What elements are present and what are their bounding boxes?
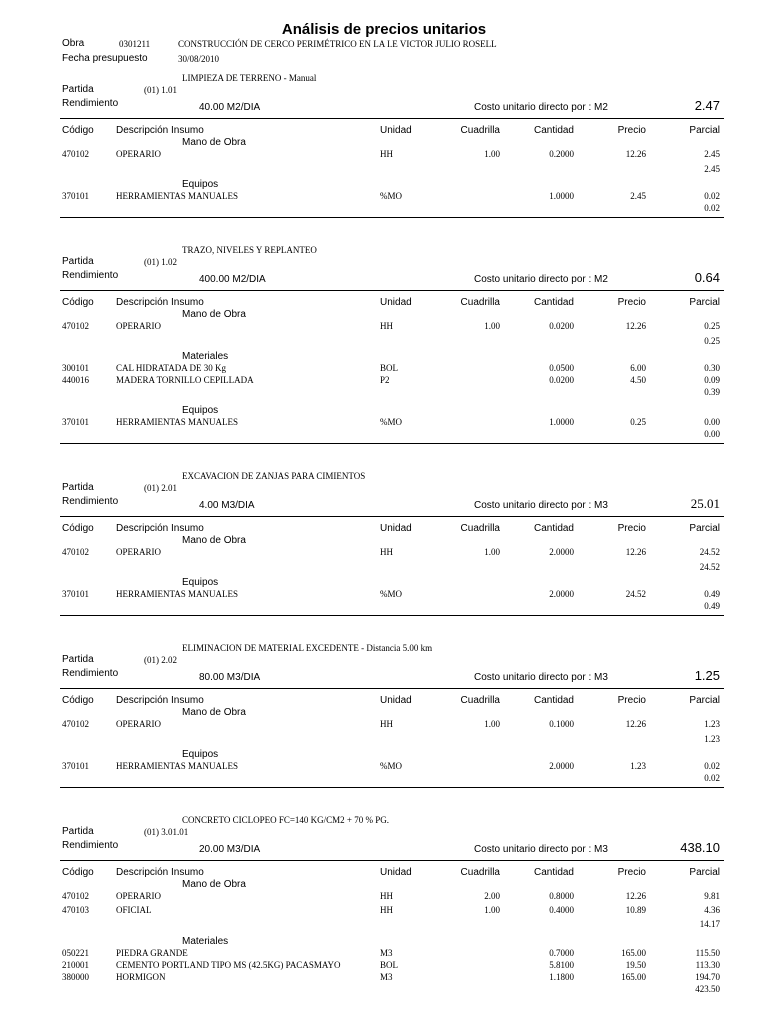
- col-descripcion: Descripción Insumo: [116, 695, 204, 706]
- row-precio: 12.26: [625, 149, 646, 159]
- rendimiento-value: 40.00 M2/DIA: [199, 102, 261, 113]
- row-parcial: 4.36: [704, 905, 720, 915]
- group-title: Mano de Obra: [182, 879, 246, 890]
- row-cantidad: 2.0000: [549, 547, 574, 557]
- row-parcial: 115.50: [695, 948, 720, 958]
- row-description: MADERA TORNILLO CEPILLADA: [116, 375, 254, 385]
- section-divider: [60, 615, 724, 616]
- col-codigo: Código: [62, 867, 94, 878]
- row-unit: BOL: [380, 363, 398, 373]
- row-precio: 19.50: [625, 960, 646, 970]
- row-cuadrilla: 1.00: [484, 547, 500, 557]
- row-unit: %MO: [380, 589, 402, 599]
- row-cantidad: 0.8000: [549, 891, 574, 901]
- group-title: Materiales: [182, 351, 229, 362]
- row-precio: 4.50: [630, 375, 646, 385]
- unit-cost-label: Costo unitario directo por : M3: [474, 844, 608, 855]
- partida-code: (01) 2.02: [144, 655, 177, 665]
- row-parcial: 0.02: [704, 191, 720, 201]
- partida-code: (01) 1.02: [144, 257, 177, 267]
- row-code: 370101: [62, 191, 89, 201]
- row-precio: 24.52: [625, 589, 646, 599]
- unit-cost-value: 2.47: [694, 98, 720, 113]
- section-divider: [60, 443, 724, 444]
- col-codigo: Código: [62, 523, 94, 534]
- section-name: ELIMINACION DE MATERIAL EXCEDENTE - Distancia 5.00 km: [182, 643, 433, 653]
- row-cuadrilla: 1.00: [484, 905, 500, 915]
- partida-label: Partida: [62, 826, 94, 837]
- col-precio: Precio: [617, 125, 646, 136]
- row-description: OPERARIO: [116, 547, 162, 557]
- row-code: 370101: [62, 761, 89, 771]
- unit-cost-label: Costo unitario directo por : M3: [474, 672, 608, 683]
- row-precio: 10.89: [625, 905, 646, 915]
- col-cuadrilla: Cuadrilla: [460, 297, 500, 308]
- group-title: Mano de Obra: [182, 309, 246, 320]
- group-title: Mano de Obra: [182, 535, 246, 546]
- group-subtotal: 423.50: [695, 984, 720, 994]
- col-cantidad: Cantidad: [533, 297, 574, 308]
- section-name: TRAZO, NIVELES Y REPLANTEO: [182, 245, 317, 255]
- row-precio: 165.00: [621, 948, 646, 958]
- unit-cost-value: 0.64: [694, 270, 720, 285]
- row-description: CEMENTO PORTLAND TIPO MS (42.5KG) PACASMAYO: [116, 960, 341, 970]
- obra-label: Obra: [62, 38, 85, 49]
- row-cuadrilla: 1.00: [484, 149, 500, 159]
- obra-description: CONSTRUCCIÓN DE CERCO PERIMÉTRICO EN LA I.E VICTOR JULIO ROSELL: [178, 39, 497, 49]
- row-unit: M3: [380, 948, 393, 958]
- row-cantidad: 2.0000: [549, 761, 574, 771]
- row-unit: HH: [380, 891, 393, 901]
- group-subtotal: 0.39: [704, 387, 720, 397]
- col-precio: Precio: [617, 867, 646, 878]
- col-parcial: Parcial: [689, 695, 720, 706]
- row-precio: 1.23: [630, 761, 646, 771]
- row-parcial: 113.30: [695, 960, 720, 970]
- col-parcial: Parcial: [689, 297, 720, 308]
- section-name: EXCAVACION DE ZANJAS PARA CIMIENTOS: [182, 471, 366, 481]
- row-parcial: 194.70: [695, 972, 720, 982]
- col-cantidad: Cantidad: [533, 867, 574, 878]
- row-description: HERRAMIENTAS MANUALES: [116, 761, 239, 771]
- col-precio: Precio: [617, 297, 646, 308]
- group-subtotal: 1.23: [704, 734, 720, 744]
- row-cantidad: 0.1000: [549, 719, 574, 729]
- partida-label: Partida: [62, 84, 94, 95]
- row-cantidad: 0.0200: [549, 375, 574, 385]
- section-divider: [60, 217, 724, 218]
- rendimiento-label: Rendimiento: [62, 668, 119, 679]
- row-cantidad: 5.8100: [549, 960, 574, 970]
- rendimiento-label: Rendimiento: [62, 840, 119, 851]
- row-description: HORMIGON: [116, 972, 166, 982]
- group-subtotal: 14.17: [699, 919, 720, 929]
- partida-code: (01) 2.01: [144, 483, 177, 493]
- row-code: 300101: [62, 363, 89, 373]
- group-title: Equipos: [182, 749, 219, 760]
- row-parcial: 24.52: [699, 547, 720, 557]
- col-unidad: Unidad: [380, 125, 412, 136]
- rendimiento-value: 4.00 M3/DIA: [199, 500, 255, 511]
- row-cantidad: 2.0000: [549, 589, 574, 599]
- row-cuadrilla: 2.00: [484, 891, 500, 901]
- row-cantidad: 1.0000: [549, 417, 574, 427]
- row-precio: 0.25: [630, 417, 646, 427]
- col-precio: Precio: [617, 523, 646, 534]
- row-description: OPERARIO: [116, 891, 162, 901]
- unit-cost-label: Costo unitario directo por : M3: [474, 500, 608, 511]
- row-code: 470102: [62, 321, 89, 331]
- row-cantidad: 0.2000: [549, 149, 574, 159]
- header-divider: [60, 290, 724, 291]
- row-unit: HH: [380, 321, 393, 331]
- row-parcial: 0.00: [704, 417, 720, 427]
- col-precio: Precio: [617, 695, 646, 706]
- row-code: 470103: [62, 905, 89, 915]
- row-precio: 2.45: [630, 191, 646, 201]
- unit-cost-value: 1.25: [694, 668, 720, 683]
- row-code: 470102: [62, 149, 89, 159]
- group-subtotal: 0.02: [704, 773, 720, 783]
- row-cantidad: 1.0000: [549, 191, 574, 201]
- row-parcial: 9.81: [704, 891, 720, 901]
- row-unit: BOL: [380, 960, 398, 970]
- row-unit: HH: [380, 547, 393, 557]
- rendimiento-label: Rendimiento: [62, 98, 119, 109]
- section-name: CONCRETO CICLOPEO FC=140 KG/CM2 + 70 % PG.: [182, 815, 390, 825]
- section-name: LIMPIEZA DE TERRENO - Manual: [182, 73, 317, 83]
- group-title: Equipos: [182, 405, 219, 416]
- group-subtotal: 24.52: [699, 562, 720, 572]
- col-cuadrilla: Cuadrilla: [460, 867, 500, 878]
- row-cantidad: 0.0200: [549, 321, 574, 331]
- col-parcial: Parcial: [689, 523, 720, 534]
- col-unidad: Unidad: [380, 867, 412, 878]
- rendimiento-label: Rendimiento: [62, 270, 119, 281]
- col-descripcion: Descripción Insumo: [116, 297, 204, 308]
- fecha-label: Fecha presupuesto: [62, 53, 148, 64]
- row-parcial: 0.09: [704, 375, 720, 385]
- unit-cost-value: 25.01: [690, 496, 720, 511]
- col-cantidad: Cantidad: [533, 695, 574, 706]
- row-description: CAL HIDRATADA DE 30 Kg: [116, 363, 226, 373]
- row-precio: 12.26: [625, 547, 646, 557]
- row-precio: 12.26: [625, 719, 646, 729]
- group-title: Equipos: [182, 179, 219, 190]
- unit-cost-label: Costo unitario directo por : M2: [474, 274, 608, 285]
- col-cuadrilla: Cuadrilla: [460, 523, 500, 534]
- row-unit: %MO: [380, 761, 402, 771]
- rendimiento-value: 80.00 M3/DIA: [199, 672, 261, 683]
- row-parcial: 2.45: [704, 149, 720, 159]
- row-description: HERRAMIENTAS MANUALES: [116, 417, 239, 427]
- fecha-value: 30/08/2010: [178, 54, 220, 64]
- section-divider: [60, 787, 724, 788]
- row-description: PIEDRA GRANDE: [116, 948, 188, 958]
- row-cantidad: 1.1800: [549, 972, 574, 982]
- row-code: 470102: [62, 891, 89, 901]
- row-parcial: 1.23: [704, 719, 720, 729]
- row-description: OFICIAL: [116, 905, 152, 915]
- row-cantidad: 0.0500: [549, 363, 574, 373]
- col-descripcion: Descripción Insumo: [116, 867, 204, 878]
- row-parcial: 0.25: [704, 321, 720, 331]
- col-descripcion: Descripción Insumo: [116, 125, 204, 136]
- group-title: Equipos: [182, 577, 219, 588]
- group-title: Mano de Obra: [182, 137, 246, 148]
- col-parcial: Parcial: [689, 125, 720, 136]
- col-unidad: Unidad: [380, 523, 412, 534]
- col-unidad: Unidad: [380, 695, 412, 706]
- row-precio: 6.00: [630, 363, 646, 373]
- col-codigo: Código: [62, 297, 94, 308]
- group-title: Mano de Obra: [182, 707, 246, 718]
- group-title: Materiales: [182, 936, 229, 947]
- row-code: 210001: [62, 960, 89, 970]
- col-unidad: Unidad: [380, 297, 412, 308]
- row-unit: %MO: [380, 191, 402, 201]
- header-divider: [60, 688, 724, 689]
- row-unit: M3: [380, 972, 393, 982]
- row-code: 380000: [62, 972, 89, 982]
- row-code: 470102: [62, 719, 89, 729]
- group-subtotal: 0.25: [704, 336, 720, 346]
- row-cuadrilla: 1.00: [484, 719, 500, 729]
- row-parcial: 0.30: [704, 363, 720, 373]
- col-cantidad: Cantidad: [533, 125, 574, 136]
- col-codigo: Código: [62, 125, 94, 136]
- partida-code: (01) 1.01: [144, 85, 177, 95]
- row-parcial: 0.49: [704, 589, 720, 599]
- partida-label: Partida: [62, 654, 94, 665]
- row-description: HERRAMIENTAS MANUALES: [116, 191, 239, 201]
- document-title: Análisis de precios unitarios: [281, 21, 487, 38]
- group-subtotal: 0.49: [704, 601, 720, 611]
- row-description: OPERARIO: [116, 719, 162, 729]
- header-divider: [60, 516, 724, 517]
- partida-code: (01) 3.01.01: [144, 827, 189, 837]
- row-unit: %MO: [380, 417, 402, 427]
- row-description: OPERARIO: [116, 321, 162, 331]
- row-description: HERRAMIENTAS MANUALES: [116, 589, 239, 599]
- group-subtotal: 0.00: [704, 429, 720, 439]
- header-divider: [60, 860, 724, 861]
- row-unit: P2: [380, 375, 390, 385]
- partida-label: Partida: [62, 482, 94, 493]
- rendimiento-value: 400.00 M2/DIA: [199, 274, 266, 285]
- row-precio: 12.26: [625, 321, 646, 331]
- group-subtotal: 0.02: [704, 203, 720, 213]
- unit-cost-label: Costo unitario directo por : M2: [474, 102, 608, 113]
- row-code: 370101: [62, 417, 89, 427]
- row-unit: HH: [380, 149, 393, 159]
- row-cantidad: 0.7000: [549, 948, 574, 958]
- col-cuadrilla: Cuadrilla: [460, 695, 500, 706]
- rendimiento-label: Rendimiento: [62, 496, 119, 507]
- header-divider: [60, 118, 724, 119]
- col-parcial: Parcial: [689, 867, 720, 878]
- row-parcial: 0.02: [704, 761, 720, 771]
- row-cuadrilla: 1.00: [484, 321, 500, 331]
- obra-code: 0301211: [119, 39, 151, 49]
- rendimiento-value: 20.00 M3/DIA: [199, 844, 261, 855]
- row-code: 440016: [62, 375, 89, 385]
- row-precio: 165.00: [621, 972, 646, 982]
- group-subtotal: 2.45: [704, 164, 720, 174]
- row-code: 050221: [62, 948, 89, 958]
- col-cuadrilla: Cuadrilla: [460, 125, 500, 136]
- row-cantidad: 0.4000: [549, 905, 574, 915]
- col-cantidad: Cantidad: [533, 523, 574, 534]
- col-codigo: Código: [62, 695, 94, 706]
- unit-cost-value: 438.10: [680, 840, 720, 855]
- row-description: OPERARIO: [116, 149, 162, 159]
- partida-label: Partida: [62, 256, 94, 267]
- row-unit: HH: [380, 905, 393, 915]
- col-descripcion: Descripción Insumo: [116, 523, 204, 534]
- row-code: 370101: [62, 589, 89, 599]
- row-code: 470102: [62, 547, 89, 557]
- row-unit: HH: [380, 719, 393, 729]
- row-precio: 12.26: [625, 891, 646, 901]
